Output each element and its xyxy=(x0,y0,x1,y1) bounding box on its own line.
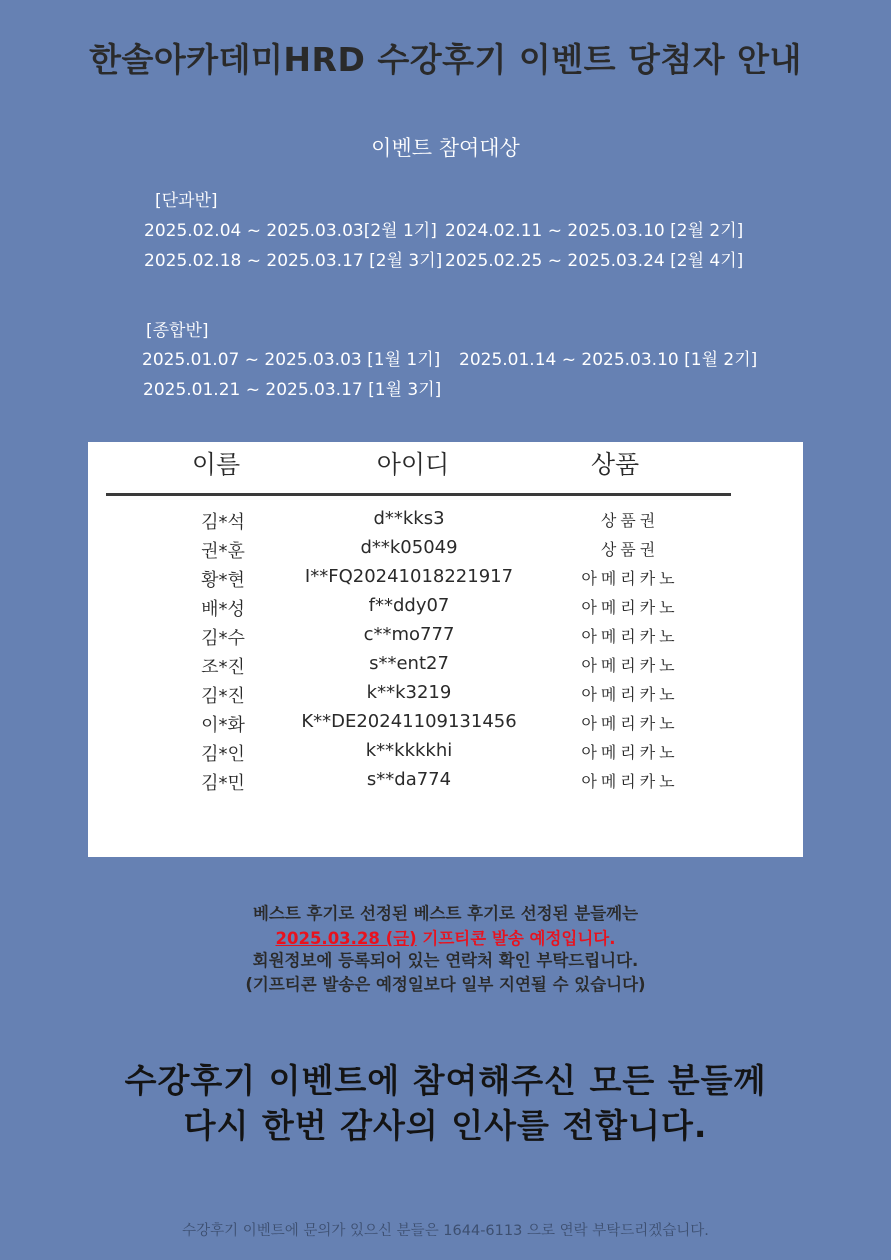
single-course-label: [단과반] xyxy=(155,191,218,211)
row-9-prize: 아메리카노 xyxy=(581,743,679,762)
combined-period-3: 2025.01.21 ~ 2025.03.17 [1월 3기] xyxy=(143,380,442,400)
row-1-name: 김*석 xyxy=(201,512,245,533)
row-9-id: k**kkkkhi xyxy=(365,740,453,761)
header-id: 아이디 xyxy=(376,450,450,479)
combined-period-2: 2025.01.14 ~ 2025.03.10 [1월 2기] xyxy=(459,350,758,370)
combined-period-1: 2025.01.07 ~ 2025.03.03 [1월 1기] xyxy=(142,350,441,370)
single-period-1: 2025.02.04 ~ 2025.03.03[2월 1기] xyxy=(144,221,437,241)
table-header-divider xyxy=(106,493,731,496)
row-3-prize: 아메리카노 xyxy=(581,569,679,588)
row-6-name: 조*진 xyxy=(201,657,245,678)
row-1-id: d**kks3 xyxy=(373,508,445,529)
page-title: 한솔아카데미HRD 수강후기 이벤트 당첨자 안내 xyxy=(89,40,802,79)
row-5-prize: 아메리카노 xyxy=(581,627,679,646)
row-8-id: K**DE20241109131456 xyxy=(301,711,517,732)
row-3-name: 황*현 xyxy=(201,570,245,591)
row-4-id: f**ddy07 xyxy=(368,595,450,616)
notice-line-1: 베스트 후기로 선정된 베스트 후기로 선정된 분들께는 xyxy=(252,904,639,923)
row-1-prize: 상품권 xyxy=(600,511,660,530)
row-8-name: 이*화 xyxy=(201,715,245,736)
single-period-4: 2025.02.25 ~ 2025.03.24 [2월 4기] xyxy=(445,251,744,271)
single-period-2: 2024.02.11 ~ 2025.03.10 [2월 2기] xyxy=(445,221,744,241)
row-5-id: c**mo777 xyxy=(363,624,455,645)
row-6-prize: 아메리카노 xyxy=(581,656,679,675)
single-period-3: 2025.02.18 ~ 2025.03.17 [2월 3기] xyxy=(144,251,443,271)
row-7-id: k**k3219 xyxy=(366,682,452,703)
row-7-prize: 아메리카노 xyxy=(581,685,679,704)
notice-line-2 xyxy=(0,925,891,949)
row-4-prize: 아메리카노 xyxy=(581,598,679,617)
thanks-line-1: 수강후기 이벤트에 참여해주신 모든 분들께 xyxy=(124,1061,767,1100)
row-3-id: I**FQ20241018221917 xyxy=(304,566,514,587)
row-10-name: 김*민 xyxy=(201,773,245,794)
delivery-text: 기프티콘 발송 예정입니다. xyxy=(416,929,616,948)
row-8-prize: 아메리카노 xyxy=(581,714,679,733)
row-10-prize: 아메리카노 xyxy=(581,772,679,791)
notice-line-3: 회원정보에 등록되어 있는 연락처 확인 부탁드립니다. xyxy=(252,951,639,970)
notice-line-4: (기프티콘 발송은 예정일보다 일부 지연될 수 있습니다) xyxy=(245,975,646,994)
header-prize: 상품 xyxy=(590,450,640,479)
combined-course-label: [종합반] xyxy=(146,321,209,341)
row-10-id: s**da774 xyxy=(366,769,452,790)
row-2-prize: 상품권 xyxy=(600,540,660,559)
contact-footer: 수강후기 이벤트에 문의가 있으신 분들은 1644-6113 으로 연락 부탁드리겠습니다. xyxy=(182,1223,709,1239)
row-7-name: 김*진 xyxy=(201,686,245,707)
row-2-id: d**k05049 xyxy=(360,537,458,558)
row-9-name: 김*인 xyxy=(201,744,245,765)
row-2-name: 권*훈 xyxy=(201,541,245,562)
row-5-name: 김*수 xyxy=(201,628,245,649)
thanks-line-2: 다시 한번 감사의 인사를 전합니다. xyxy=(183,1106,708,1145)
row-6-id: s**ent27 xyxy=(369,653,449,674)
delivery-date: 2025.03.28 (금) xyxy=(275,929,417,948)
event-target-heading: 이벤트 참여대상 xyxy=(371,136,520,160)
header-name: 이름 xyxy=(191,450,241,479)
row-4-name: 배*성 xyxy=(201,599,245,620)
